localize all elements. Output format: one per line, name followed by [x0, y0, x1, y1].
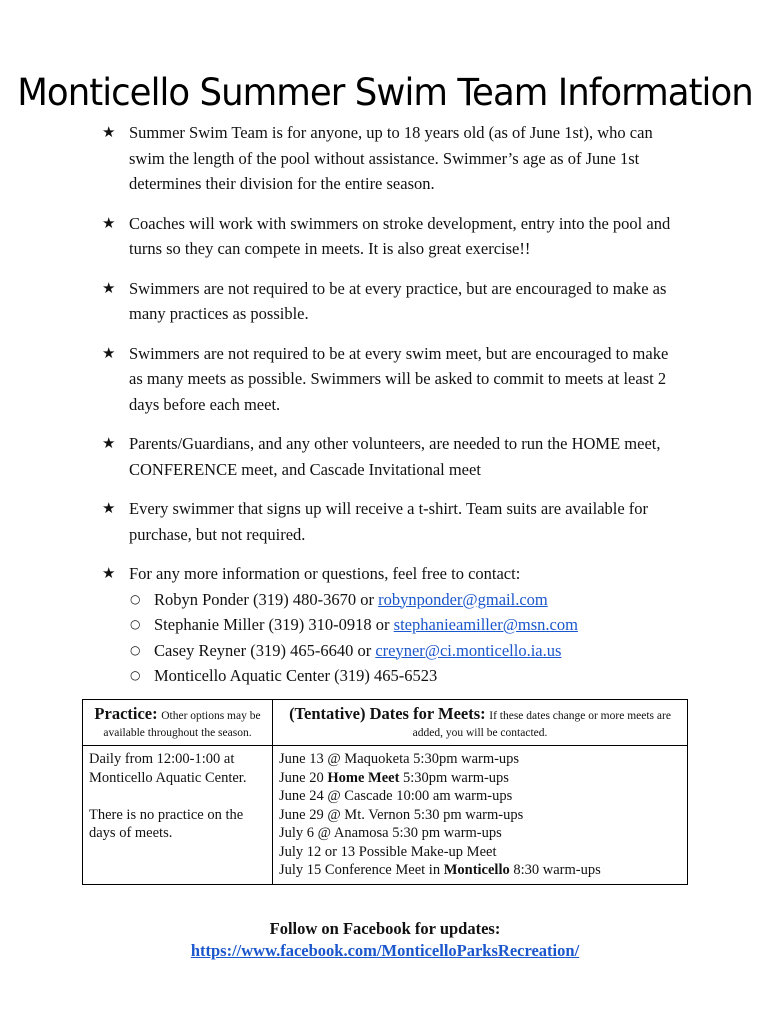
bullet-text: Summer Swim Team is for anyone, up to 18 years old (as of June 1st), who can swim the length of the pool without assistance. Swimmer’s age as of June 1st determines their division for the entire season.	[129, 123, 653, 193]
bullet-item	[102, 431, 682, 482]
info-bullet-list	[102, 120, 682, 703]
bullet-text: Parents/Guardians, and any other volunteers, are needed to run the HOME meet, CONFERENCE meet, and Cascade Invitational meet	[129, 434, 661, 479]
practice-note: Other options may be available throughout the season.	[103, 710, 261, 739]
bullet-text: Swimmers are not required to be at every swim meet, but are encouraged to make as many meets as possible. Swimmers will be asked to commit to meets at least 2 days before each meet.	[129, 343, 669, 414]
practice-header-cell	[83, 700, 273, 746]
circle-bullet-icon: ○	[130, 591, 141, 606]
practice-heading: Practice:	[94, 704, 158, 723]
contact-text: Monticello Aquatic Center (319) 465-6523	[154, 666, 438, 685]
email-link[interactable]: creyner@ci.monticello.ia.us	[375, 640, 562, 660]
meet-date: June 29 @ Mt. Vernon 5:30 pm warm-ups	[279, 806, 524, 823]
practice-time: Daily from 12:00-1:00 at Monticello Aquatic Center.	[89, 751, 247, 786]
bullet-item	[102, 496, 682, 547]
meets-note: If these dates change or more meets are added, you will be contacted.	[412, 710, 671, 739]
circle-bullet-icon: ○	[130, 668, 141, 682]
practice-exception: There is no practice on the days of meets.	[89, 806, 244, 841]
contact-item	[130, 587, 682, 613]
page-title: Monticello Summer Swim Team Information	[17, 70, 753, 114]
footer-text: Follow on Facebook for updates:	[269, 919, 501, 938]
email-link[interactable]: robynponder@gmail.com	[378, 589, 548, 609]
footer	[0, 918, 770, 962]
bullet-text: Coaches will work with swimmers on stroke development, entry into the pool and turns so they can compete in meets. It is also great exercise!!	[129, 213, 671, 258]
star-icon: ★	[102, 213, 116, 232]
practice-cell	[83, 746, 273, 885]
table-header-row	[83, 700, 688, 746]
star-icon: ★	[102, 343, 116, 362]
bullet-text: Every swimmer that signs up will receive a t-shirt. Team suits are available for purchase, but not required.	[129, 499, 649, 544]
star-icon: ★	[102, 123, 116, 141]
meet-date: July 15 Conference Meet in Monticello 8:30 warm-ups	[279, 862, 601, 878]
contact-item	[130, 663, 682, 689]
meets-header-cell	[273, 700, 688, 746]
contact-text: Casey Reyner (319) 465-6640 or	[154, 640, 376, 660]
meet-date: July 6 @ Anamosa 5:30 pm warm-ups	[279, 825, 502, 841]
bullet-item	[102, 120, 682, 197]
contact-text: Robyn Ponder (319) 480-3670 or	[154, 589, 379, 609]
bullet-item	[102, 341, 682, 418]
star-icon: ★	[102, 434, 116, 452]
meet-date: June 20 Home Meet 5:30pm warm-ups	[279, 769, 509, 786]
meets-cell	[273, 746, 688, 885]
meets-heading: (Tentative) Dates for Meets:	[289, 704, 486, 723]
schedule-table	[82, 699, 688, 885]
contact-item	[130, 638, 682, 664]
facebook-link[interactable]: https://www.facebook.com/MonticelloParksRecreation/	[190, 941, 580, 960]
contact-list	[124, 587, 682, 689]
star-icon: ★	[102, 564, 116, 582]
circle-bullet-icon: ○	[130, 642, 141, 657]
star-icon: ★	[102, 278, 116, 297]
circle-bullet-icon: ○	[130, 617, 141, 631]
star-icon: ★	[102, 499, 116, 517]
meet-date: June 24 @ Cascade 10:00 am warm-ups	[279, 788, 513, 804]
email-link[interactable]: stephanieamiller@msn.com	[393, 615, 578, 634]
bullet-item	[102, 211, 682, 262]
meet-date: July 12 or 13 Possible Make-up Meet	[279, 843, 497, 860]
bullet-text: Swimmers are not required to be at every practice, but are encouraged to make as many practices as possible.	[129, 278, 667, 323]
contact-item	[130, 612, 682, 638]
bullet-text: For any more information or questions, feel free to contact:	[129, 564, 521, 583]
table-row	[83, 746, 688, 885]
meet-date: June 13 @ Maquoketa 5:30pm warm-ups	[279, 751, 520, 767]
contact-text: Stephanie Miller (319) 310-0918 or	[154, 615, 394, 634]
bullet-item-contact	[102, 561, 682, 689]
bullet-item	[102, 276, 682, 327]
